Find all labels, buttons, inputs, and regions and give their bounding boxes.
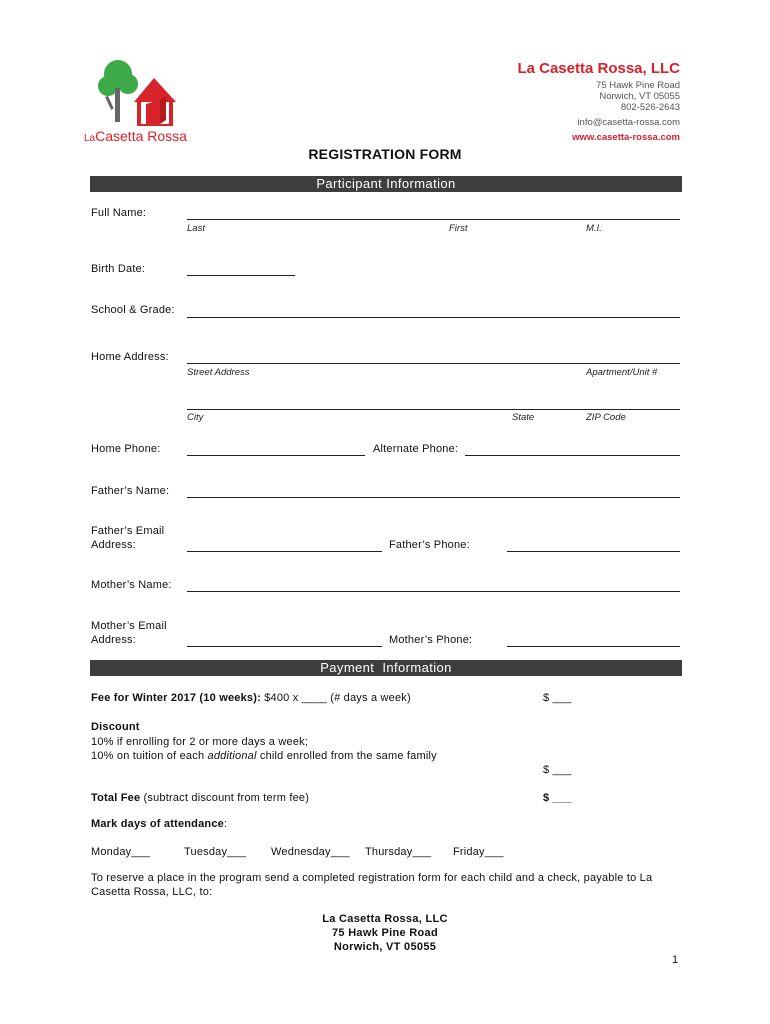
total-note: (subtract discount from term fee) <box>140 792 310 804</box>
fee-amount[interactable]: $ ___ <box>543 692 572 704</box>
alt-phone-field[interactable] <box>465 455 680 456</box>
discount-line-2 <box>91 750 437 762</box>
discount-line-2-pre: 10% on tuition of each <box>91 750 208 762</box>
total-line <box>91 792 309 804</box>
apartment-hint: Apartment/Unit # <box>586 367 658 378</box>
home-address-label: Home Address: <box>91 351 169 363</box>
mother-email-label-2: Address: <box>91 634 137 646</box>
day-tuesday[interactable]: Tuesday___ <box>184 846 247 858</box>
mother-phone-label: Mother’s Phone: <box>389 634 473 646</box>
mail-street: 75 Hawk Pine Road <box>332 927 438 939</box>
first-hint: First <box>449 223 468 234</box>
mother-email-label-1: Mother’s Email <box>91 620 167 632</box>
school-grade-label: School & Grade: <box>91 304 175 316</box>
day-wednesday[interactable]: Wednesday___ <box>271 846 350 858</box>
attendance-line <box>91 818 227 830</box>
mail-name: La Casetta Rossa, LLC <box>322 913 448 925</box>
fee-formula: $400 x ____ (# days a week) <box>260 692 411 704</box>
fee-label: Fee for Winter 2017 (10 weeks): <box>91 692 261 704</box>
attendance-colon: : <box>223 818 228 830</box>
total-label: Total Fee <box>91 792 141 804</box>
company-email: info@casetta-rossa.com <box>577 117 680 128</box>
company-website: www.casetta-rossa.com <box>572 132 680 143</box>
mail-city: Norwich, VT 05055 <box>333 941 437 953</box>
reserve-line-2: Casetta Rossa, LLC, to: <box>91 886 213 898</box>
company-info <box>460 60 680 143</box>
fee-line <box>91 692 411 704</box>
logo-text-casetta: Casetta Rossa <box>95 128 187 144</box>
father-email-label-1: Father’s Email <box>91 525 165 537</box>
home-phone-field[interactable] <box>187 455 365 456</box>
payment-info-header: Payment Information <box>90 660 682 676</box>
last-hint: Last <box>187 223 205 234</box>
father-name-label: Father’s Name: <box>91 485 170 497</box>
reserve-line-1: To reserve a place in the program send a completed registration form for each child and a check, payable to La <box>91 872 653 884</box>
mother-name-field[interactable] <box>187 591 680 592</box>
day-friday[interactable]: Friday___ <box>453 846 504 858</box>
city-hint: City <box>187 412 204 423</box>
birth-date-label: Birth Date: <box>91 263 146 275</box>
mother-phone-field[interactable] <box>507 646 680 647</box>
company-city: Norwich, VT 05055 <box>599 91 680 102</box>
discount-line-2-em: additional <box>207 750 257 762</box>
father-phone-field[interactable] <box>507 551 680 552</box>
page-number: 1 <box>672 954 679 966</box>
father-name-field[interactable] <box>187 497 680 498</box>
discount-title: Discount <box>91 721 140 733</box>
street-address-hint: Street Address <box>187 367 250 378</box>
logo-text-la: La <box>84 133 96 144</box>
father-email-label-2: Address: <box>91 539 137 551</box>
city-state-zip-field[interactable] <box>187 409 680 410</box>
zip-hint: ZIP Code <box>586 412 626 423</box>
company-phone: 802-526-2643 <box>620 102 680 113</box>
father-email-field[interactable] <box>187 551 382 552</box>
discount-line-2-post: child enrolled from the same family <box>256 750 437 762</box>
participant-info-header: Participant Information <box>90 176 682 192</box>
house-tree-icon <box>88 58 208 128</box>
mother-name-label: Mother’s Name: <box>91 579 172 591</box>
company-name: La Casetta Rossa, LLC <box>517 60 680 77</box>
home-phone-label: Home Phone: <box>91 443 161 455</box>
total-amount[interactable]: $ ___ <box>543 792 572 804</box>
mailing-address <box>0 912 770 954</box>
form-title: REGISTRATION FORM <box>308 146 462 162</box>
company-street: 75 Hawk Pine Road <box>596 80 680 91</box>
state-hint: State <box>512 412 535 423</box>
attendance-label: Mark days of attendance <box>91 818 224 830</box>
father-phone-label: Father’s Phone: <box>389 539 470 551</box>
day-thursday[interactable]: Thursday___ <box>365 846 432 858</box>
full-name-label: Full Name: <box>91 207 147 219</box>
company-logo <box>84 58 208 148</box>
day-monday[interactable]: Monday___ <box>91 846 151 858</box>
mi-hint: M.I. <box>586 223 602 234</box>
mother-email-field[interactable] <box>187 646 382 647</box>
discount-amount[interactable]: $ ___ <box>543 764 572 776</box>
discount-line-1: 10% if enrolling for 2 or more days a week; <box>91 736 309 748</box>
birth-date-field[interactable] <box>187 275 295 276</box>
school-grade-field[interactable] <box>187 317 680 318</box>
alt-phone-label: Alternate Phone: <box>373 443 459 455</box>
full-name-field[interactable] <box>187 219 680 220</box>
street-address-field[interactable] <box>187 363 680 364</box>
